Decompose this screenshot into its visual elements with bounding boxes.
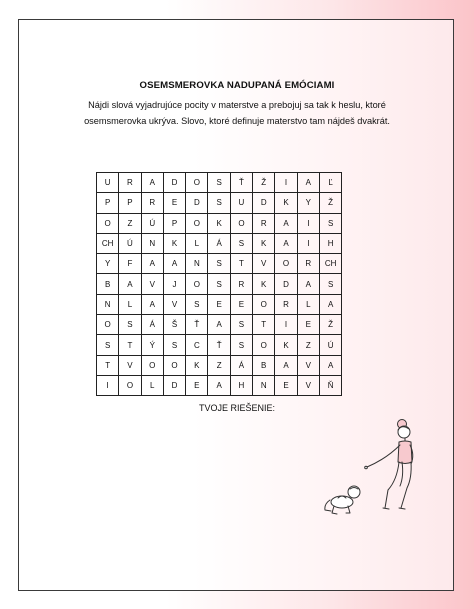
word-search-grid: [96, 172, 342, 396]
grid-cell[interactable]: V: [297, 355, 319, 375]
grid-cell[interactable]: I: [275, 315, 297, 335]
grid-cell[interactable]: O: [119, 375, 141, 395]
grid-cell[interactable]: S: [119, 315, 141, 335]
grid-cell[interactable]: V: [141, 274, 163, 294]
grid-cell[interactable]: D: [163, 375, 185, 395]
grid-cell[interactable]: E: [275, 375, 297, 395]
grid-row: [97, 315, 342, 335]
grid-row: [97, 213, 342, 233]
grid-cell[interactable]: T: [119, 335, 141, 355]
crawling-baby-illustration: [325, 486, 360, 514]
grid-cell[interactable]: S: [230, 315, 252, 335]
grid-cell[interactable]: A: [141, 254, 163, 274]
grid-cell[interactable]: R: [253, 213, 275, 233]
grid-cell[interactable]: D: [186, 193, 208, 213]
grid-cell[interactable]: A: [208, 315, 230, 335]
grid-cell[interactable]: Ž: [319, 193, 341, 213]
grid-cell[interactable]: K: [186, 355, 208, 375]
grid-cell[interactable]: V: [253, 254, 275, 274]
grid-cell[interactable]: P: [119, 193, 141, 213]
grid-cell[interactable]: D: [253, 193, 275, 213]
grid-cell[interactable]: O: [186, 274, 208, 294]
grid-cell[interactable]: U: [97, 173, 119, 193]
grid-cell[interactable]: E: [186, 375, 208, 395]
grid-cell[interactable]: Á: [208, 233, 230, 253]
grid-cell[interactable]: A: [163, 254, 185, 274]
grid-row: [97, 274, 342, 294]
grid-cell[interactable]: Ú: [319, 335, 341, 355]
grid-cell[interactable]: A: [275, 233, 297, 253]
grid-cell[interactable]: Ž: [319, 315, 341, 335]
grid-cell[interactable]: A: [119, 274, 141, 294]
grid-cell[interactable]: Ť: [186, 315, 208, 335]
grid-row: [97, 233, 342, 253]
grid-cell[interactable]: K: [253, 274, 275, 294]
grid-cell[interactable]: Y: [297, 193, 319, 213]
grid-cell[interactable]: CH: [97, 233, 119, 253]
grid-cell[interactable]: E: [230, 294, 252, 314]
grid-cell[interactable]: O: [186, 213, 208, 233]
grid-cell[interactable]: A: [275, 213, 297, 233]
grid-cell[interactable]: K: [275, 193, 297, 213]
grid-cell[interactable]: A: [319, 355, 341, 375]
grid-cell[interactable]: K: [208, 213, 230, 233]
grid-cell[interactable]: CH: [319, 254, 341, 274]
grid-cell[interactable]: N: [97, 294, 119, 314]
grid-row: [97, 355, 342, 375]
solution-label: TVOJE RIEŠENIE:: [198, 403, 276, 413]
grid-cell[interactable]: Ž: [253, 173, 275, 193]
grid-cell[interactable]: O: [186, 173, 208, 193]
grid-cell[interactable]: S: [97, 335, 119, 355]
grid-cell[interactable]: Ľ: [319, 173, 341, 193]
grid-cell[interactable]: S: [208, 274, 230, 294]
grid-cell[interactable]: O: [97, 315, 119, 335]
grid-cell[interactable]: Z: [208, 355, 230, 375]
grid-cell[interactable]: A: [141, 173, 163, 193]
grid-row: [97, 254, 342, 274]
mother-walking-illustration: [365, 420, 413, 510]
grid-cell[interactable]: Ť: [208, 335, 230, 355]
grid-cell[interactable]: S: [319, 274, 341, 294]
grid-cell[interactable]: Á: [141, 315, 163, 335]
grid-cell[interactable]: R: [141, 193, 163, 213]
grid-cell[interactable]: S: [319, 213, 341, 233]
grid-cell[interactable]: A: [275, 355, 297, 375]
grid-cell[interactable]: U: [230, 193, 252, 213]
grid-cell[interactable]: S: [186, 294, 208, 314]
grid-cell[interactable]: B: [97, 274, 119, 294]
grid-cell[interactable]: O: [163, 355, 185, 375]
grid-cell[interactable]: T: [253, 315, 275, 335]
grid-cell[interactable]: Á: [230, 355, 252, 375]
grid-cell[interactable]: P: [97, 193, 119, 213]
page-title: OSEMSMEROVKA NADUPANÁ EMÓCIAMI: [139, 80, 335, 91]
grid-row: [97, 335, 342, 355]
grid-cell[interactable]: Ň: [319, 375, 341, 395]
grid-row: [97, 375, 342, 395]
grid-cell[interactable]: K: [163, 233, 185, 253]
grid-cell[interactable]: I: [275, 173, 297, 193]
grid-cell[interactable]: Ú: [119, 233, 141, 253]
grid-cell[interactable]: E: [163, 193, 185, 213]
grid-cell[interactable]: Š: [163, 315, 185, 335]
grid-cell[interactable]: Ú: [141, 213, 163, 233]
grid-row: [97, 173, 342, 193]
grid-cell[interactable]: P: [163, 213, 185, 233]
grid-cell[interactable]: O: [97, 213, 119, 233]
grid-cell[interactable]: L: [119, 294, 141, 314]
grid-cell[interactable]: N: [141, 233, 163, 253]
grid-cell[interactable]: Z: [119, 213, 141, 233]
grid-cell[interactable]: N: [186, 254, 208, 274]
grid-cell[interactable]: A: [319, 294, 341, 314]
instructions: [50, 97, 424, 129]
grid-cell[interactable]: L: [297, 294, 319, 314]
grid-cell[interactable]: H: [230, 375, 252, 395]
grid-cell[interactable]: S: [163, 335, 185, 355]
grid-cell[interactable]: O: [275, 254, 297, 274]
grid-cell[interactable]: R: [275, 294, 297, 314]
grid-cell[interactable]: I: [97, 375, 119, 395]
grid-cell[interactable]: V: [163, 294, 185, 314]
grid-cell[interactable]: T: [230, 254, 252, 274]
grid-cell[interactable]: E: [208, 294, 230, 314]
grid-cell[interactable]: C: [186, 335, 208, 355]
grid-cell[interactable]: O: [253, 335, 275, 355]
grid-cell[interactable]: A: [141, 294, 163, 314]
grid-cell[interactable]: O: [253, 294, 275, 314]
grid-cell[interactable]: S: [230, 233, 252, 253]
grid-cell[interactable]: S: [230, 335, 252, 355]
grid-cell[interactable]: Y: [97, 254, 119, 274]
grid-cell[interactable]: R: [119, 173, 141, 193]
grid-cell[interactable]: S: [208, 173, 230, 193]
grid-cell[interactable]: L: [141, 375, 163, 395]
grid-cell[interactable]: A: [208, 375, 230, 395]
grid-cell[interactable]: I: [297, 233, 319, 253]
grid-row: [97, 193, 342, 213]
instructions-line-1: Nájdi slová vyjadrujúce pocity v materstve a prebojuj sa tak k heslu, ktoré: [88, 100, 386, 110]
grid-cell[interactable]: I: [297, 213, 319, 233]
grid-cell[interactable]: B: [253, 355, 275, 375]
grid-cell[interactable]: O: [230, 213, 252, 233]
grid-cell[interactable]: A: [297, 274, 319, 294]
grid-cell[interactable]: D: [275, 274, 297, 294]
grid-cell[interactable]: V: [297, 375, 319, 395]
grid-cell[interactable]: O: [141, 355, 163, 375]
grid-cell[interactable]: R: [230, 274, 252, 294]
grid-cell[interactable]: H: [319, 233, 341, 253]
grid-cell[interactable]: S: [208, 193, 230, 213]
grid-cell[interactable]: E: [297, 315, 319, 335]
grid-cell[interactable]: N: [253, 375, 275, 395]
instructions-line-2: osemsmerovka ukrýva. Slovo, ktoré definuje materstvo tam nájdeš dvakrát.: [84, 116, 390, 126]
mother-baby-illustration: [320, 418, 440, 523]
grid-cell[interactable]: V: [119, 355, 141, 375]
grid-cell[interactable]: R: [297, 254, 319, 274]
grid-cell[interactable]: K: [275, 335, 297, 355]
grid-row: [97, 294, 342, 314]
grid-cell[interactable]: J: [163, 274, 185, 294]
grid-cell[interactable]: Ý: [141, 335, 163, 355]
grid-cell[interactable]: Ť: [230, 173, 252, 193]
grid-cell[interactable]: S: [208, 254, 230, 274]
grid-cell[interactable]: K: [253, 233, 275, 253]
grid-cell[interactable]: Z: [297, 335, 319, 355]
grid-cell[interactable]: T: [97, 355, 119, 375]
grid-cell[interactable]: F: [119, 254, 141, 274]
grid-cell[interactable]: D: [163, 173, 185, 193]
grid-cell[interactable]: L: [186, 233, 208, 253]
grid-cell[interactable]: A: [297, 173, 319, 193]
